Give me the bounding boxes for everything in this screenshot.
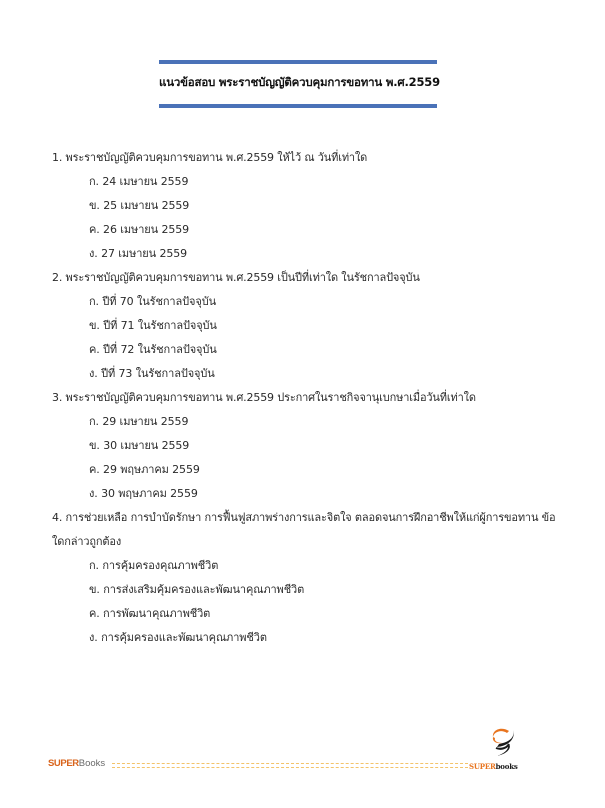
option-d: ง. 27 เมษายน 2559 <box>89 247 188 260</box>
option-list <box>52 410 562 506</box>
option-c: ค. การพัฒนาคุณภาพชีวิต <box>89 607 211 620</box>
option-c: ค. 26 เมษายน 2559 <box>89 223 190 236</box>
option-a: ก. 24 เมษายน 2559 <box>89 175 189 188</box>
superbooks-logo <box>469 726 529 776</box>
option-c: ค. ปีที่ 72 ในรัชกาลปัจจุบัน <box>89 343 217 356</box>
option-d: ง. 30 พฤษภาคม 2559 <box>89 487 198 500</box>
question-3 <box>52 386 562 506</box>
option-list <box>52 290 562 386</box>
question-4 <box>52 506 562 650</box>
quiz-body <box>52 146 562 650</box>
footer-brand-bold: SUPER <box>48 758 79 769</box>
question-2 <box>52 266 562 386</box>
page-footer <box>48 752 528 776</box>
title-bottom-rule <box>159 104 437 108</box>
question-text-line-2: ใดกล่าวถูกต้อง <box>52 535 122 548</box>
option-a: ก. การคุ้มครองคุณภาพชีวิต <box>89 559 219 572</box>
footer-divider <box>112 763 468 768</box>
option-b: ข. การส่งเสริมคุ้มครองและพัฒนาคุณภาพชีวิต <box>89 583 305 596</box>
question-text: 1. พระราชบัญญัติควบคุมการขอทาน พ.ศ.2559 ให้ไว้ ณ วันที่เท่าใด <box>52 151 368 164</box>
title-top-rule <box>159 60 437 64</box>
option-a: ก. ปีที่ 70 ในรัชกาลปัจจุบัน <box>89 295 216 308</box>
logo-wordmark-dark: books <box>495 762 518 771</box>
swoosh-logo-icon <box>489 726 515 758</box>
option-b: ข. 30 เมษายน 2559 <box>89 439 190 452</box>
footer-brand <box>48 758 105 769</box>
question-text: 2. พระราชบัญญัติควบคุมการขอทาน พ.ศ.2559 เป็นปีที่เท่าใด ในรัชกาลปัจจุบัน <box>52 271 420 284</box>
question-text: 3. พระราชบัญญัติควบคุมการขอทาน พ.ศ.2559 ประกาศในราชกิจจานุเบกษาเมื่อวันที่เท่าใด <box>52 391 476 404</box>
option-a: ก. 29 เมษายน 2559 <box>89 415 189 428</box>
question-1 <box>52 146 562 266</box>
question-text-line-1: 4. การช่วยเหลือ การบำบัดรักษา การฟื้นฟูสภาพร่างการและจิตใจ ตลอดจนการฝึกอาชีพให้แก่ผู้การขอทาน ข้อ <box>52 511 556 524</box>
option-b: ข. ปีที่ 71 ในรัชกาลปัจจุบัน <box>89 319 217 332</box>
option-d: ง. การคุ้มครองและพัฒนาคุณภาพชีวิต <box>89 631 267 644</box>
logo-wordmark-bold: SUPER <box>469 762 496 771</box>
document-title: แนวข้อสอบ พระราชบัญญัติควบคุมการขอทาน พ.ศ.2559 <box>159 75 440 89</box>
option-list <box>52 170 562 266</box>
footer-brand-light: Books <box>78 758 106 769</box>
option-b: ข. 25 เมษายน 2559 <box>89 199 190 212</box>
document-title-block <box>159 60 440 108</box>
option-list <box>52 554 562 650</box>
option-d: ง. ปีที่ 73 ในรัชกาลปัจจุบัน <box>89 367 215 380</box>
logo-wordmark <box>469 762 518 771</box>
option-c: ค. 29 พฤษภาคม 2559 <box>89 463 200 476</box>
